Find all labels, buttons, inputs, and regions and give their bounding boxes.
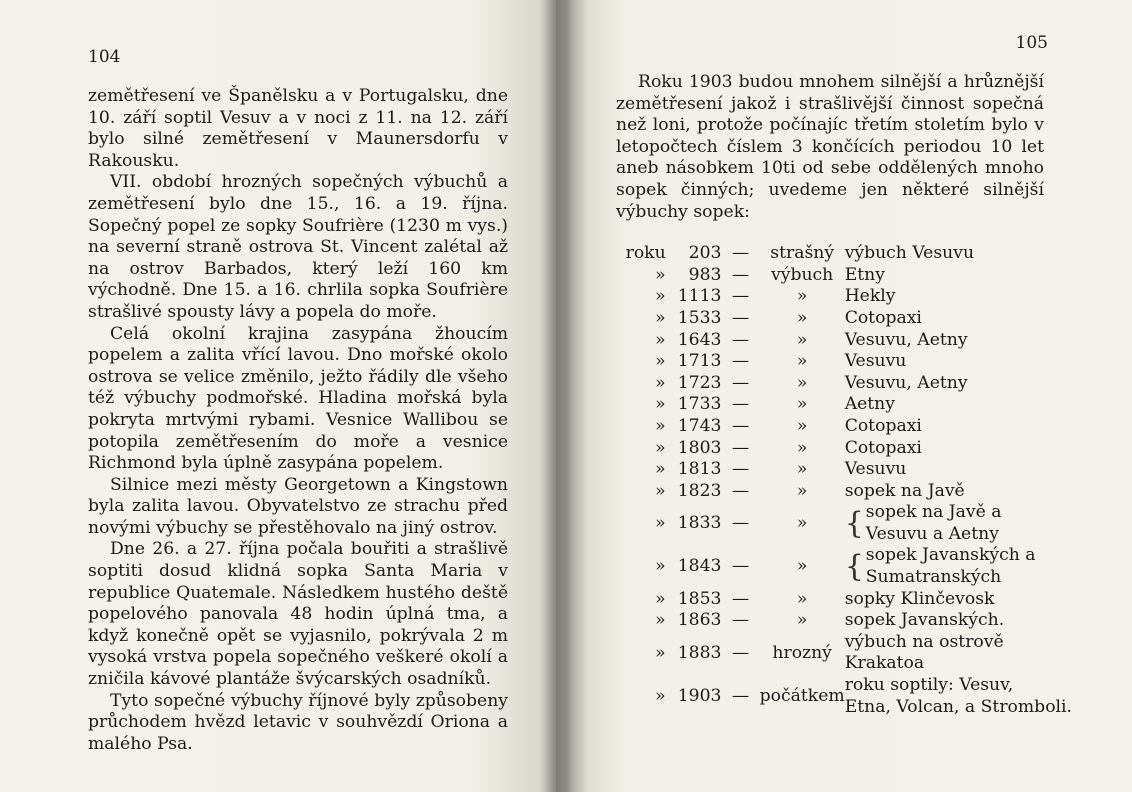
row-year: 1903 [677,685,722,706]
row-dash: — [731,415,750,436]
row-description [845,610,1072,632]
row-verb: » [796,480,808,501]
row-year: 1643 [677,329,722,350]
left-text [88,86,508,755]
row-description [845,589,1072,611]
eruption-row [622,265,1072,287]
row-year: 1843 [677,556,722,577]
row-description [845,438,1072,460]
row-description [845,308,1072,330]
row-year: 1823 [677,480,722,501]
row-description-line: Hekly [844,286,896,307]
eruption-row [622,373,1072,395]
row-description [845,416,1072,438]
row-description-line: sopky Klinčevosk [844,588,995,609]
row-description-line: roku soptily: Vesuv, [844,675,1014,696]
row-year: 1853 [677,588,722,609]
row-verb: » [796,307,808,328]
row-year: 1863 [677,610,722,631]
row-description-line: Sumatranských [865,567,1002,588]
row-dash: — [731,513,750,534]
eruption-row [622,351,1072,373]
paragraph: zemětřesení ve Španělsku a v Portugalsku, dne 10. září soptil Vesuv a v noci z 11. na 12. září bylo silné zemětřesení v Maunersdorfu v Rakousku. [88,86,508,171]
row-description-line: Aetny [844,394,895,415]
row-year: 983 [688,264,722,285]
row-prefix: » [655,437,666,458]
row-dash: — [731,556,750,577]
row-description-line: sopek na Javě [844,480,965,501]
row-dash: — [731,685,750,706]
row-prefix: » [655,372,666,393]
row-description-line: Cotopaxi [844,415,922,436]
row-description-line: Cotopaxi [844,437,922,458]
row-description [845,243,1072,265]
row-dash: — [731,437,750,458]
row-description [845,373,1072,395]
row-dash: — [731,372,750,393]
row-verb: » [796,437,808,458]
row-description-line: Etny [844,264,885,285]
row-prefix: » [655,480,666,501]
row-verb: » [796,329,808,350]
row-dash: — [731,329,750,350]
row-prefix: » [655,459,666,480]
brace-mark: { [844,549,864,585]
row-year: 1713 [677,351,722,372]
eruption-row [622,330,1072,352]
row-verb: » [796,415,808,436]
row-description [845,286,1072,308]
row-dash: — [731,459,750,480]
row-prefix: » [655,556,666,577]
row-dash: — [731,642,750,663]
row-year: 1733 [677,394,722,415]
left-page [0,0,556,792]
row-description [845,502,1072,545]
row-prefix: » [655,610,666,631]
paragraph: Roku 1903 budou mnohem silnější a hrůznější zemětřesení jakož i strašlivější činnost sopečná než loni, protože počínajíc třetím stoletím bylo v letopočtech číslem 3 končících periodou 10 let aneb násobkem 10ti od sebe oddělených mnoho sopek činných; uvedeme jen některé silnější výbuchy sopek: [616,72,1044,222]
row-year: 1813 [677,459,722,480]
row-description-line: Vesuvu a Aetny [865,523,999,544]
row-verb: » [796,394,808,415]
row-description [845,330,1072,352]
eruption-row [622,459,1072,481]
eruption-row [622,286,1072,308]
row-verb: hrozný [772,642,832,663]
row-verb: » [796,588,808,609]
page-number: 104 [88,47,121,67]
row-year: 1833 [677,513,722,534]
eruption-row [622,438,1072,460]
row-prefix: » [655,307,666,328]
eruption-row [622,545,1072,588]
row-verb: » [796,351,808,372]
row-description [845,481,1072,503]
row-prefix: roku [625,243,666,264]
row-description-line: sopek Javanských a [865,545,1036,566]
row-description-line: sopek Javanských. [844,610,1005,631]
row-description [845,545,1072,588]
row-prefix: » [655,685,666,706]
row-prefix: » [655,394,666,415]
row-verb: výbuch [771,264,834,285]
right-page [556,0,1132,792]
row-dash: — [731,610,750,631]
row-year: 1533 [677,307,722,328]
row-verb: počátkem [759,685,845,706]
row-dash: — [731,394,750,415]
row-description [845,632,1072,675]
row-description [845,675,1072,718]
row-dash: — [731,480,750,501]
row-description-line: Etna, Volcan, a Stromboli. [844,696,1072,717]
paragraph: Tyto sopečné výbuchy říjnové byly způsobeny průchodem hvězd letavic v souhvězdí Oriona a malého Psa. [88,690,508,754]
row-verb: » [796,610,808,631]
row-prefix: » [655,642,666,663]
row-dash: — [731,351,750,372]
row-prefix: » [655,351,666,372]
paragraph: Dne 26. a 27. října počala bouřiti a strašlivě soptiti dosud klidná sopka Santa Maria v republice Quatemale. Následkem hustého deště popelového panovala 48 hodin úplná tma, a když konečně opět se vyjasnilo, pokrývala 2 m vysoká vrstva popela sopečného veškeré okolí a zničila kávové plantáže švýcarských osadníků. [88,539,508,690]
row-description-line: Vesuvu [844,459,907,480]
row-verb: » [796,556,808,577]
row-verb: strašný [770,243,835,264]
row-dash: — [731,588,750,609]
row-verb: » [796,372,808,393]
eruption-row [622,243,1072,265]
eruption-list [622,243,1072,718]
row-prefix: » [655,513,666,534]
row-description-line: Vesuvu, Aetny [844,329,968,350]
row-dash: — [731,286,750,307]
row-description-line: výbuch na ostrově [844,631,1004,652]
row-description [845,394,1072,416]
row-prefix: » [655,264,666,285]
eruption-row [622,610,1072,632]
page-number: 105 [1015,33,1048,53]
eruption-row [622,416,1072,438]
row-year: 1883 [677,642,722,663]
row-description-line: Vesuvu [844,351,907,372]
row-verb: » [796,513,808,534]
row-year: 1113 [677,286,722,307]
row-description-line: Cotopaxi [844,307,922,328]
row-prefix: » [655,286,666,307]
row-dash: — [731,243,750,264]
eruption-row [622,632,1072,675]
row-description [845,265,1072,287]
row-description [845,459,1072,481]
row-prefix: » [655,588,666,609]
row-year: 203 [688,243,722,264]
row-description-line: Vesuvu, Aetny [844,372,968,393]
eruption-row [622,394,1072,416]
row-description-line: sopek na Javě a [865,502,1002,523]
brace-mark: { [844,505,864,541]
row-description [845,351,1072,373]
paragraph: VII. období hrozných sopečných výbuchů a zemětřesení bylo dne 15., 16. a 19. října. Sopečný popel ze sopky Soufrière (1230 m vys.) na severní straně ostrova St. Vincent zalétal až na ostrov Barbados, který leží 160 km východně. Dne 15. a 16. chrlila sopka Soufrière strašlivé spousty lávy a popela do moře. [88,172,508,322]
row-description-line: výbuch Vesuvu [844,243,975,264]
right-text [616,72,1044,223]
eruption-row [622,308,1072,330]
row-dash: — [731,264,750,285]
row-year: 1803 [677,437,722,458]
row-year: 1743 [677,415,722,436]
eruption-row [622,481,1072,503]
row-description-line: Krakatoa [844,653,925,674]
row-prefix: » [655,415,666,436]
eruption-row [622,589,1072,611]
row-verb: » [796,459,808,480]
eruption-row [622,675,1072,718]
row-prefix: » [655,329,666,350]
eruption-row [622,502,1072,545]
paragraph: Celá okolní krajina zasypána žhoucím popelem a zalita vřící lavou. Dno mořské okolo ostrova se velice změnilo, ježto řádily dle všeho též výbuchy podmořské. Hladina mořská byla pokryta mrtvými rybami. Vesnice Wallibou se potopila zemětřesením do moře a vesnice Richmond byla úplně zasypána popelem. [88,323,508,474]
row-dash: — [731,307,750,328]
row-year: 1723 [677,372,722,393]
paragraph: Silnice mezi městy Georgetown a Kingstown byla zalita lavou. Obyvatelstvo ze strachu před novými výbuchy se přestěhovalo na jiný ostrov. [88,474,508,538]
row-verb: » [796,286,808,307]
